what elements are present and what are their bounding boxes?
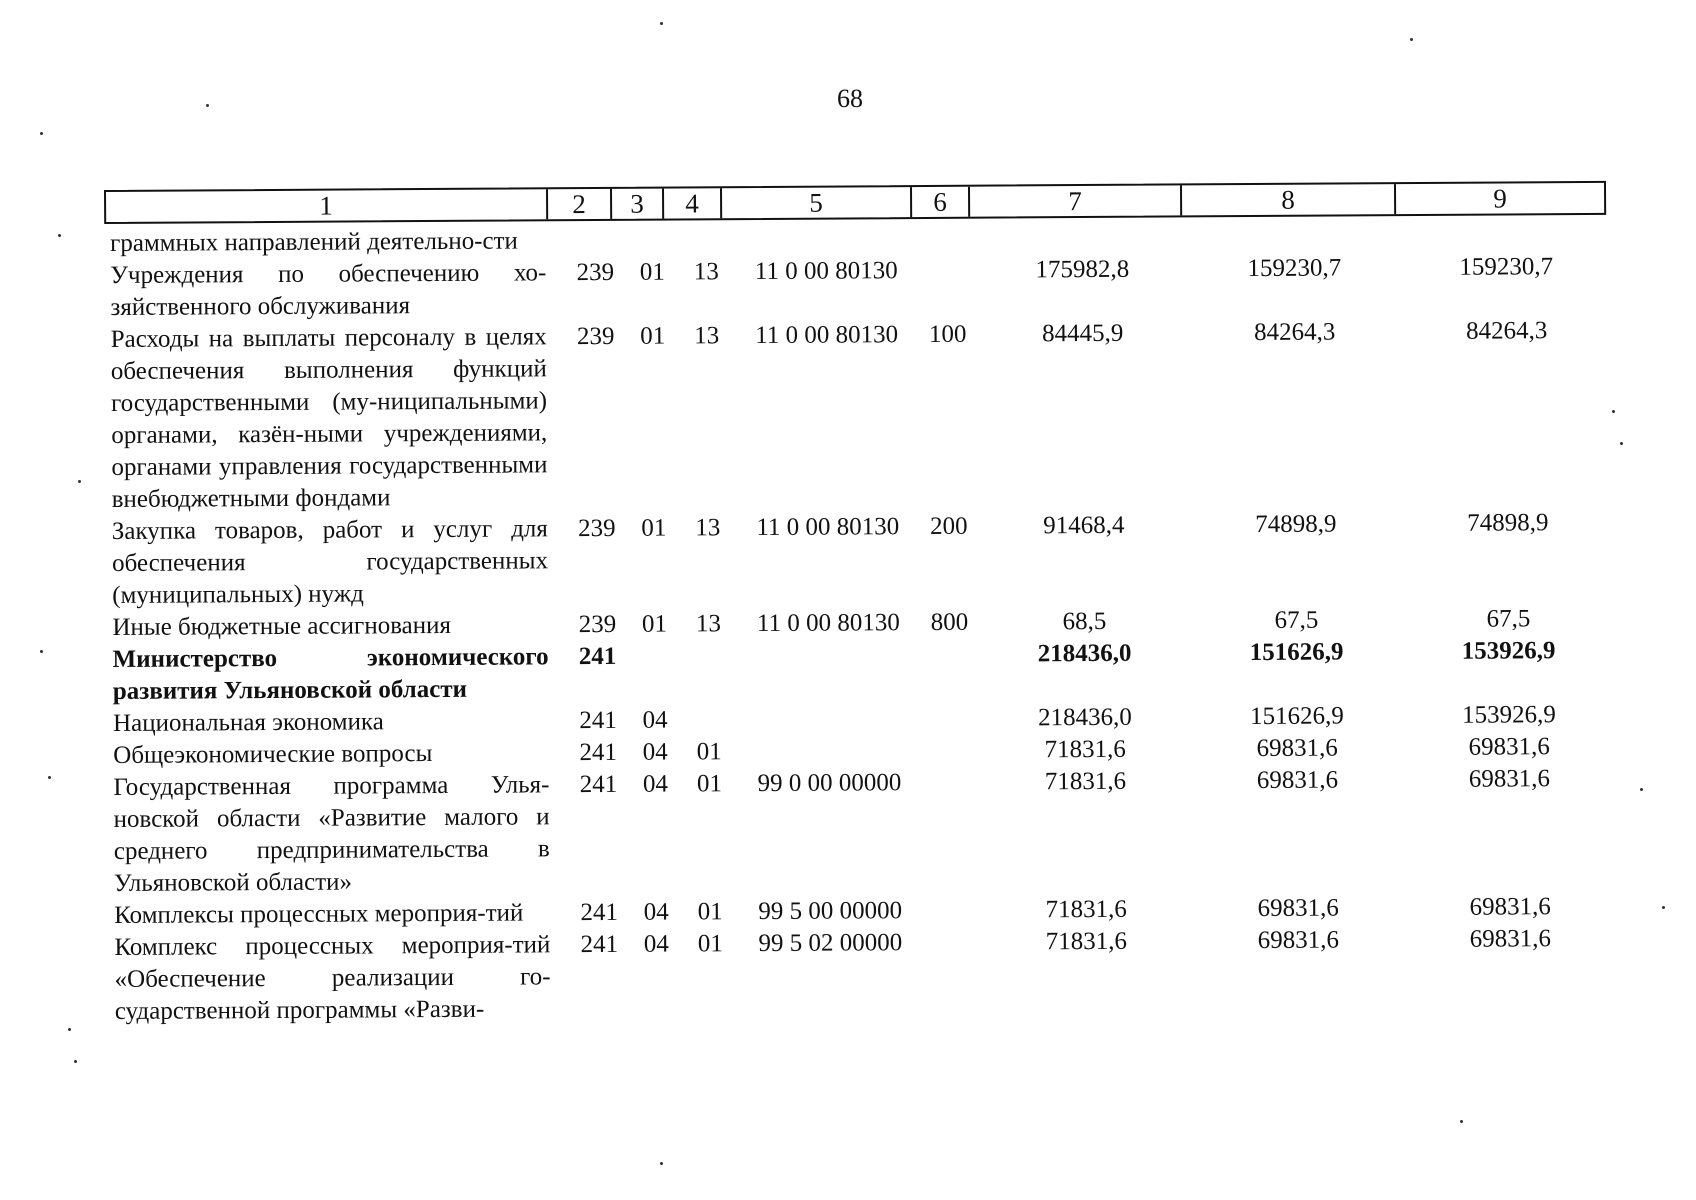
row-cell-c7: 218436,0 [1038, 703, 1132, 732]
table-row [113, 763, 1616, 900]
row-cell-c9 [1400, 219, 1612, 252]
row-name: Комплексы процессных мероприя-тий [114, 899, 524, 929]
row-cell-c8: 69831,6 [1256, 766, 1339, 795]
row-cell-c6 [918, 223, 976, 255]
row-cell-c9: 159230,7 [1459, 253, 1554, 281]
row-name: Национальная экономика [112, 708, 384, 737]
row-cell-c5: 99 0 00 00000 [757, 769, 902, 798]
row-cell-c3: 01 [639, 258, 665, 286]
row-cell-c4: 13 [693, 258, 719, 286]
row-cell-c4 [681, 704, 737, 736]
row-name: Министерство экономического развития Ульяновской области [112, 643, 549, 705]
scan-speck [660, 1162, 663, 1165]
row-cell-c5 [737, 639, 921, 704]
row-cell-c3: 01 [641, 514, 667, 542]
row-cell-c3 [629, 641, 681, 705]
scan-speck [78, 480, 81, 483]
table-row [114, 923, 1617, 1028]
row-cell-c4 [678, 224, 734, 256]
header-col-7: 7 [968, 185, 1180, 216]
row-cell-c2: 241 [579, 738, 618, 767]
row-cell-c7: 175982,8 [1035, 255, 1130, 284]
scan-speck [1640, 788, 1643, 791]
scan-speck [74, 1060, 77, 1063]
scan-speck [40, 650, 43, 653]
row-cell-c3: 01 [641, 610, 668, 638]
row-name: граммных направлений деятельно-сти [110, 227, 518, 257]
row-cell-c6: 200 [930, 512, 968, 540]
row-cell-c5 [734, 223, 918, 256]
row-cell-c8: 151626,9 [1249, 638, 1344, 667]
row-cell-c9: 69831,6 [1469, 893, 1551, 921]
row-cell-c2: 239 [578, 610, 617, 639]
row-cell-c2: 239 [578, 514, 616, 543]
header-col-5: 5 [720, 187, 910, 218]
row-name: Иные бюджетные ассигнования [112, 611, 452, 641]
row-name: Общеэкономические вопросы [113, 740, 433, 769]
row-cell-c5: 11 0 00 80130 [755, 321, 899, 350]
row-cell-c9: 67,5 [1486, 605, 1531, 633]
row-cell-c2: 241 [578, 642, 617, 671]
row-cell-c7: 71831,6 [1045, 895, 1127, 924]
row-name: Учреждения по обеспечению хо-зяйственного обслуживания [110, 259, 547, 321]
row-cell-c8: 151626,9 [1250, 702, 1344, 731]
row-cell-c3 [626, 225, 678, 257]
scan-speck [660, 22, 663, 25]
row-cell-c8: 159230,7 [1247, 254, 1342, 283]
row-cell-c8: 69831,6 [1257, 926, 1340, 955]
row-name: Расходы на выплаты персоналу в целях обеспечения выполнения функций государственными (му-ниципальными) органами, казён-ными учреждениями, органами управления государственными внебюджетными фондами [110, 323, 548, 513]
table-row [112, 507, 1615, 612]
scan-speck [1662, 906, 1665, 909]
row-cell-c5 [737, 703, 921, 736]
scan-speck [1460, 1120, 1463, 1123]
scan-speck [1612, 410, 1615, 413]
table-row [110, 251, 1612, 324]
row-cell-c5: 11 0 00 80130 [756, 513, 900, 542]
header-col-6: 6 [910, 187, 968, 217]
row-cell-c6: 800 [930, 608, 969, 636]
table-row [111, 315, 1614, 516]
row-cell-c4: 01 [697, 898, 723, 926]
row-cell-c7 [976, 221, 1188, 254]
row-cell-c9: 84264,3 [1465, 317, 1548, 345]
row-cell-c9: 153926,9 [1461, 637, 1556, 665]
row-cell-c2: 241 [579, 770, 618, 799]
row-cell-c4: 13 [695, 610, 722, 638]
table-row [113, 635, 1615, 708]
header-col-8: 8 [1180, 184, 1394, 215]
budget-table [110, 219, 1617, 1028]
row-cell-c8 [1188, 220, 1400, 253]
row-cell-c5: 99 5 02 00000 [758, 929, 903, 958]
scan-speck [48, 776, 51, 779]
row-cell-c9: 74898,9 [1467, 509, 1549, 537]
row-cell-c6 [921, 735, 979, 767]
row-cell-c4 [681, 640, 737, 704]
row-name: Государственная программа Улья-новской области «Развитие малого и среднего предпринимательства в Ульяновской области» [113, 771, 550, 897]
row-cell-c2: 241 [579, 706, 617, 735]
scan-speck [40, 132, 43, 135]
page-number: 68 [837, 84, 863, 113]
row-cell-c9: 153926,9 [1462, 701, 1556, 729]
row-cell-c7: 91468,4 [1043, 511, 1125, 540]
row-cell-c7: 71831,6 [1044, 735, 1126, 764]
row-cell-c9: 69831,6 [1469, 925, 1552, 953]
row-cell-c8: 74898,9 [1255, 510, 1337, 539]
row-cell-c6: 100 [928, 320, 967, 348]
row-cell-c4: 13 [695, 514, 721, 542]
row-cell-c3: 04 [642, 706, 668, 734]
header-col-3: 3 [610, 189, 662, 219]
row-cell-c3: 04 [643, 930, 669, 958]
row-cell-c6 [922, 895, 980, 927]
row-cell-c5 [737, 735, 921, 768]
row-cell-c2: 239 [576, 258, 615, 287]
row-cell-c7: 68,5 [1062, 607, 1107, 636]
row-cell-c4: 01 [696, 738, 722, 766]
row-cell-c4: 13 [694, 322, 720, 350]
header-col-1: 1 [319, 190, 333, 221]
scan-speck [1620, 442, 1623, 445]
row-cell-c8: 69831,6 [1256, 734, 1338, 763]
header-col-2: 2 [546, 189, 610, 219]
row-name: Закупка товаров, работ и услуг для обеспечения государственных (муниципальных) нужд [111, 515, 549, 609]
row-cell-c9: 69831,6 [1468, 765, 1551, 793]
row-cell-c8: 69831,6 [1257, 894, 1339, 923]
scan-speck [68, 1028, 71, 1031]
row-cell-c8: 84264,3 [1253, 318, 1336, 347]
row-cell-c5: 11 0 00 80130 [754, 257, 898, 286]
row-cell-c8: 67,5 [1274, 606, 1319, 634]
row-cell-c5: 11 0 00 80130 [756, 609, 900, 638]
scan-speck [206, 104, 209, 107]
row-cell-c6 [918, 255, 976, 319]
row-cell-c7: 71831,6 [1045, 927, 1128, 956]
row-cell-c7: 71831,6 [1044, 767, 1127, 796]
scan-speck [58, 234, 61, 237]
budget-table-body [110, 219, 1615, 1028]
row-cell-c5: 99 5 00 00000 [758, 897, 903, 926]
row-cell-c2: 241 [580, 898, 619, 927]
row-cell-c3: 04 [642, 770, 668, 798]
row-cell-c4: 01 [697, 930, 723, 958]
row-cell-c3: 01 [640, 322, 666, 350]
row-cell-c3: 04 [643, 898, 669, 926]
table-header-row [104, 181, 1606, 224]
scan-speck [1410, 38, 1413, 41]
row-cell-c6 [921, 767, 980, 895]
row-cell-c3: 04 [642, 738, 668, 766]
row-cell-c9: 69831,6 [1468, 733, 1550, 761]
row-cell-c2 [564, 225, 626, 257]
header-col-4: 4 [662, 188, 720, 218]
row-cell-c2: 239 [576, 322, 615, 351]
row-cell-c7: 218436,0 [1037, 639, 1132, 668]
row-cell-c6 [921, 639, 979, 703]
row-cell-c6 [922, 927, 981, 1023]
row-cell-c2: 241 [580, 930, 619, 959]
row-cell-c6 [921, 703, 979, 735]
row-name: Комплекс процессных мероприя-тий «Обеспечение реализации го-сударственной программы «Разви- [114, 931, 551, 1025]
header-col-9: 9 [1394, 183, 1604, 214]
row-cell-c7: 84445,9 [1041, 319, 1124, 348]
row-cell-c4: 01 [696, 770, 722, 798]
